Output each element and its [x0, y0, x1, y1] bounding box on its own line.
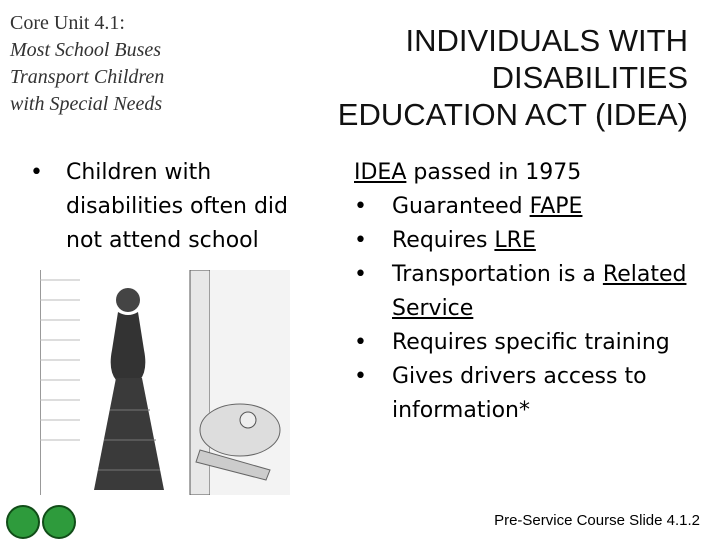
left-bullet-item [30, 156, 320, 258]
left-bullet-list [30, 156, 320, 258]
victorian-illustration [40, 270, 290, 495]
prev-slide-circle-icon[interactable] [6, 505, 40, 539]
bullet-glyph: • [30, 160, 43, 185]
item-text: Gives drivers access to information* [392, 364, 647, 423]
unit-line-2: Transport Children [10, 66, 165, 88]
left-bullet-text: Children with disabilities often did not attend school [66, 160, 289, 253]
right-bullet-item [354, 360, 714, 428]
unit-line-3: with Special Needs [10, 93, 163, 115]
item-text: Requires specific training [392, 330, 670, 355]
fape-link[interactable]: FAPE [529, 194, 583, 219]
right-bullet-list [354, 156, 714, 428]
unit-code: Core Unit 4.1: [10, 12, 125, 34]
right-bullet-item [354, 258, 714, 326]
idea-heading-rest: passed in 1975 [406, 160, 582, 185]
unit-label [10, 10, 250, 118]
item-text: Guaranteed [392, 194, 530, 219]
right-bullet-item [354, 224, 714, 258]
idea-link[interactable]: IDEA [354, 160, 407, 185]
slide-footer: Pre-Service Course Slide 4.1.2 [494, 512, 700, 529]
right-bullet-item [354, 190, 714, 224]
title-line-3: EDUCATION ACT (IDEA) [337, 97, 688, 132]
bullet-glyph: • [354, 194, 367, 219]
item-text: Requires [392, 228, 495, 253]
lre-link[interactable]: LRE [494, 228, 536, 253]
slide-title [308, 22, 688, 133]
idea-heading [354, 156, 714, 190]
unit-line-1: Most School Buses [10, 39, 162, 61]
bullet-glyph: • [354, 364, 367, 389]
bullet-glyph: • [354, 330, 367, 355]
title-line-2: DISABILITIES [491, 60, 688, 95]
related-service-link[interactable]: Related Service [392, 262, 687, 321]
title-line-1: INDIVIDUALS WITH [405, 23, 688, 58]
item-text: Transportation is a [392, 262, 603, 287]
right-bullet-item [354, 326, 714, 360]
next-slide-circle-icon[interactable] [42, 505, 76, 539]
bullet-glyph: • [354, 228, 367, 253]
bullet-glyph: • [354, 262, 367, 287]
